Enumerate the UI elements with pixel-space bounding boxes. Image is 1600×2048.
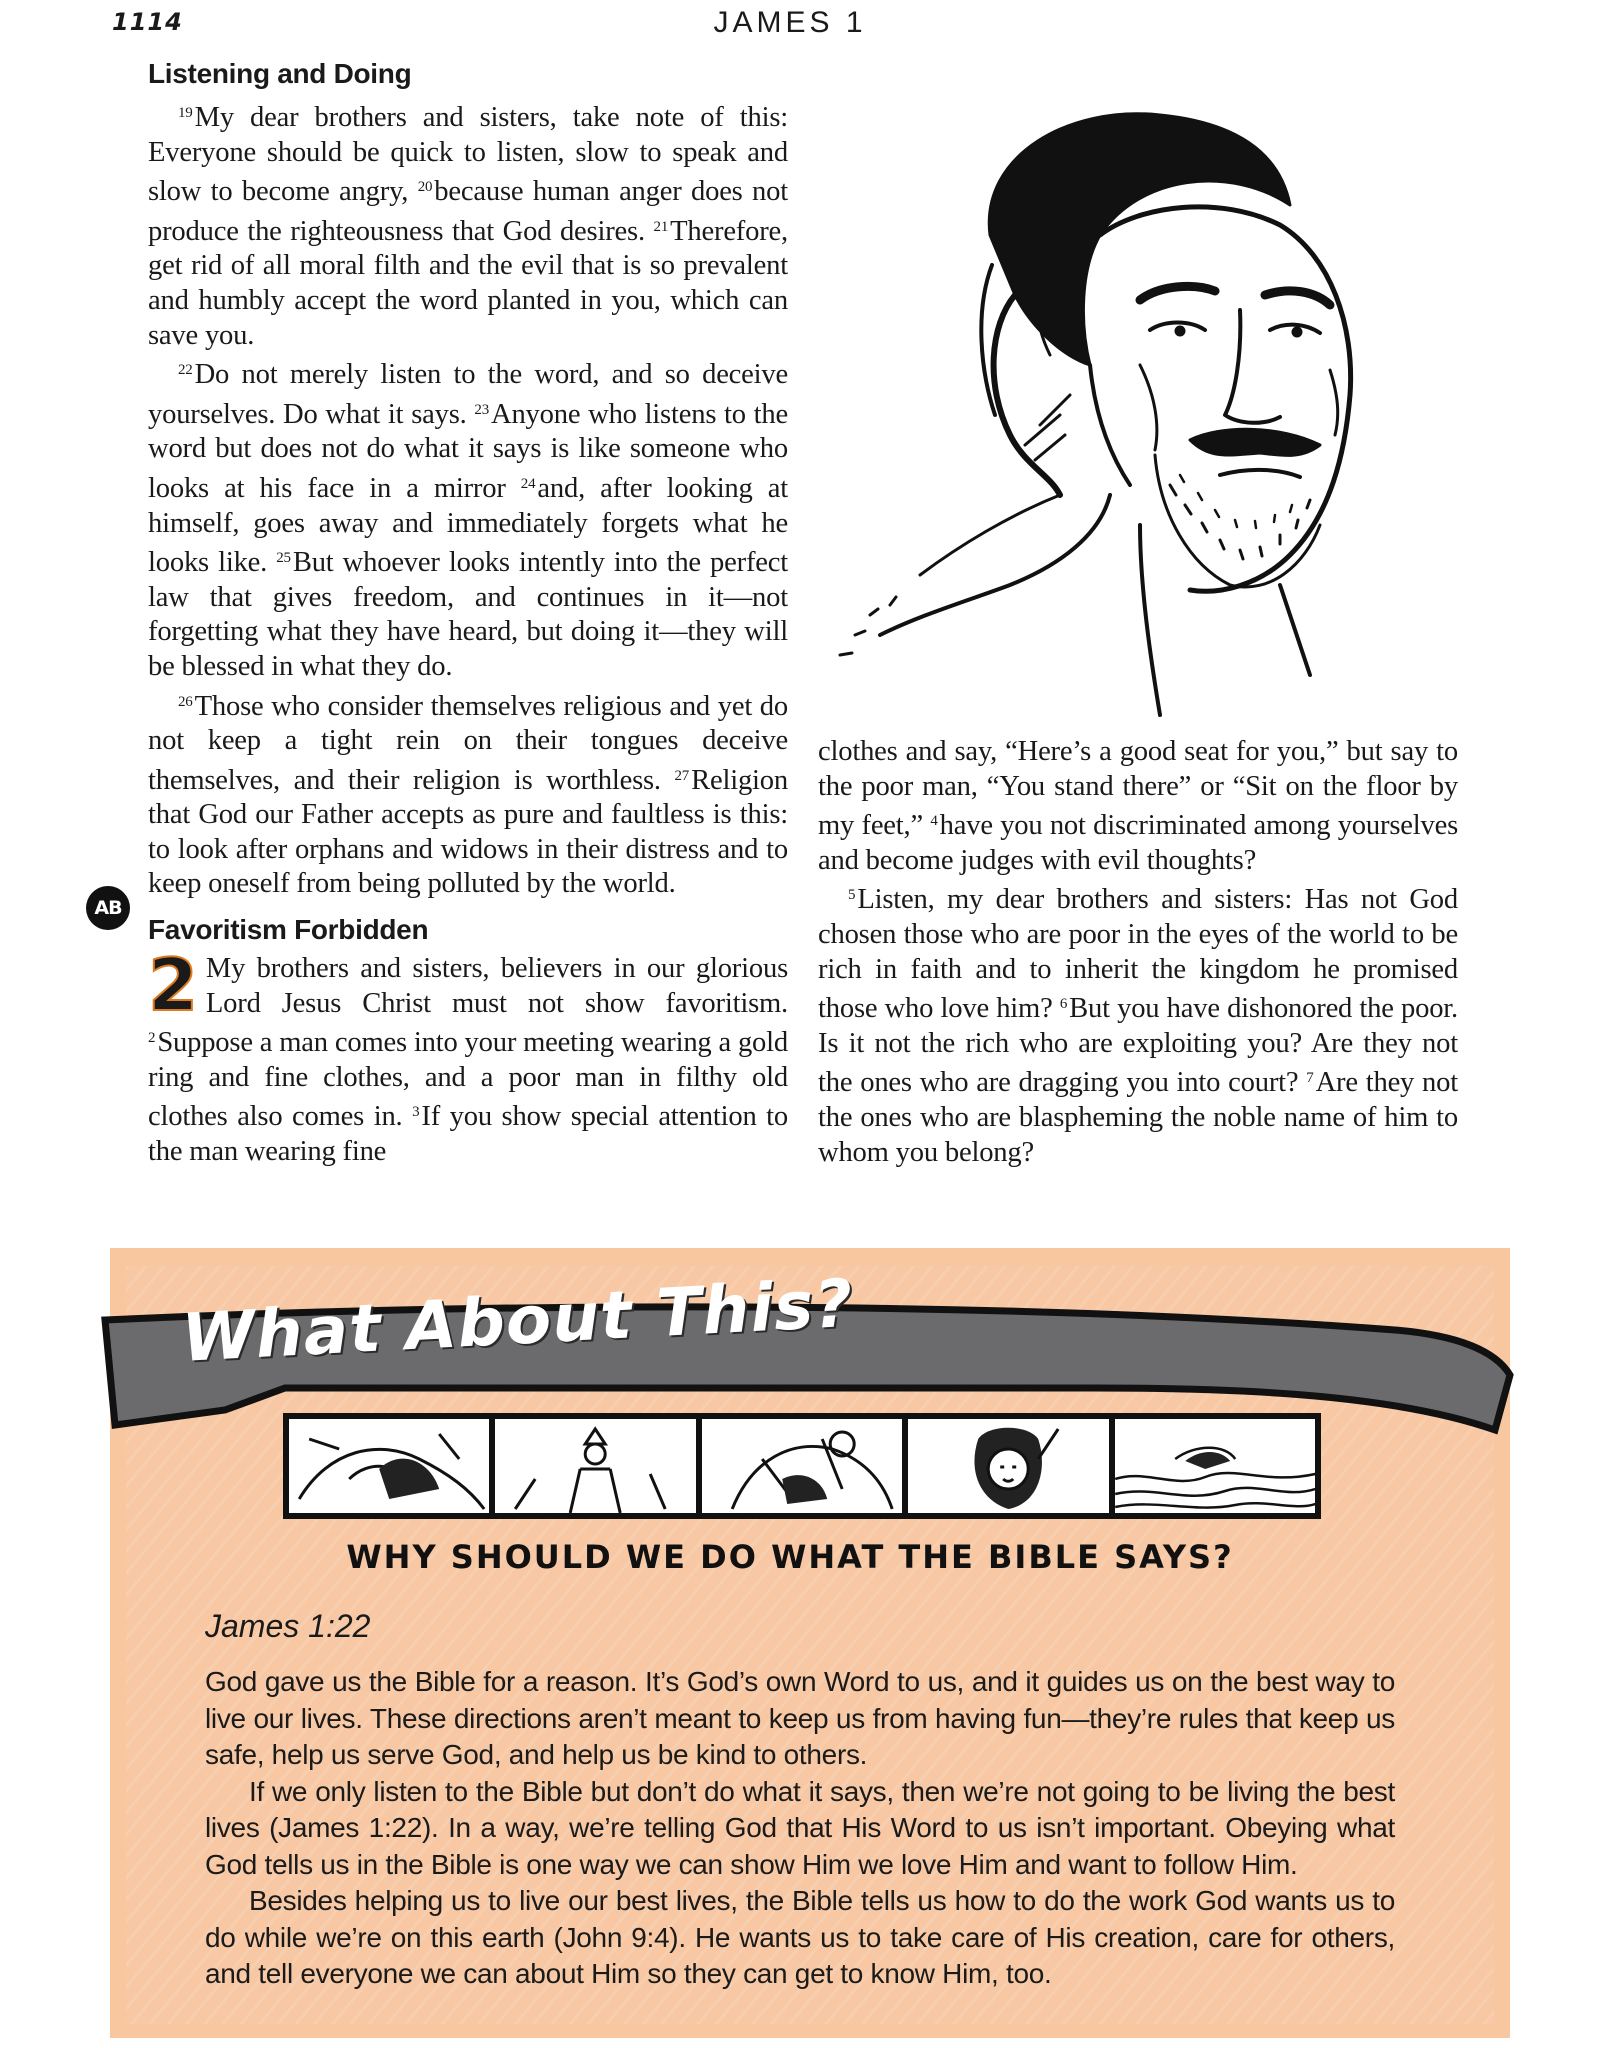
running-head: JAMES 1 bbox=[713, 6, 867, 39]
verse-text: have you not discriminated among yourselves and become judges with evil thoughts? bbox=[818, 810, 1458, 876]
paragraph-verses-26-27 bbox=[148, 685, 788, 903]
left-column bbox=[148, 58, 788, 1170]
section-heading-favoritism: Favoritism Forbidden bbox=[148, 914, 429, 946]
verse-text: Do not merely listen to the word, and so deceive yourselves. Do what it says. bbox=[148, 359, 788, 430]
feature-paragraph-1: God gave us the Bible for a reason. It’s God’s own Word to us, and it guides us on the best way to live our lives. These directions aren’t meant to keep us from having fun—they’re rules that keep us safe, help us serve God, and help us be kind to others. bbox=[205, 1666, 1395, 1770]
ab-margin-badge: AB bbox=[86, 886, 130, 930]
verse-text: clothes and say, “Here’s a good seat for you,” but say to the poor man, “You stand there” or “Sit on the floor by my feet,” bbox=[818, 736, 1458, 842]
feature-body bbox=[205, 1664, 1395, 1993]
film-frame-5 bbox=[1115, 1419, 1315, 1513]
verse-number: 25 bbox=[276, 550, 291, 567]
verse-number: 21 bbox=[653, 218, 669, 235]
comic-scene-4 bbox=[908, 1419, 1108, 1513]
verse-text: Those who consider themselves religious and yet do not keep a tight rein on their tongues deceive themselves, and their religion is worthless. bbox=[148, 690, 788, 796]
verse-number: 6 bbox=[1059, 996, 1068, 1013]
paragraph-verses-22-25 bbox=[148, 353, 788, 684]
page-number: 1114 bbox=[112, 8, 183, 36]
verse-text: My brothers and sisters, believers in our glorious Lord Jesus Christ must not show favoritism. bbox=[205, 953, 788, 1019]
feature-paragraph-2: If we only listen to the Bible but don’t do what it says, then we’re not going to be living the best lives (James 1:22). In a way, we’re telling God that His Word to us isn’t important. Obeying what God tells us in the Bible is one way we can show Him we love Him and want to follow Him. bbox=[205, 1775, 1395, 1880]
verse-number: 20 bbox=[417, 179, 433, 196]
paragraph-chapter-2-opening bbox=[148, 943, 789, 1170]
verse-number: 19 bbox=[178, 105, 193, 121]
right-column bbox=[818, 735, 1458, 1170]
verse-text: If you show special attention to the man wearing fine bbox=[148, 1101, 789, 1168]
feature-scripture-reference: James 1:22 bbox=[205, 1608, 371, 1644]
verse-text: Suppose a man comes into your meeting wearing a gold ring and fine clothes, and a poor man in filthy old clothes also comes in. bbox=[148, 1027, 788, 1133]
verse-number: 7 bbox=[1306, 1070, 1314, 1087]
verse-text: Are they not the ones who are blaspheming the noble name of him to whom you belong? bbox=[818, 1067, 1458, 1168]
verse-number: 26 bbox=[178, 693, 193, 710]
verse-number: 3 bbox=[412, 1104, 420, 1121]
verse-number: 2 bbox=[148, 1030, 156, 1047]
verse-number: 22 bbox=[178, 362, 193, 379]
portrait-illustration bbox=[810, 95, 1460, 720]
verse-text: because human anger does not produce the righteousness that God desires. bbox=[148, 176, 788, 247]
comic-scene-3 bbox=[702, 1419, 902, 1513]
verse-text: My dear brothers and sisters, take note of this: Everyone should be quick to listen, slow to speak and slow to become angry, bbox=[148, 102, 788, 208]
section-heading-listening: Listening and Doing bbox=[148, 58, 412, 89]
paragraph-verses-5-7 bbox=[818, 878, 1458, 1170]
film-frame-2 bbox=[495, 1419, 695, 1513]
verse-text: and, after looking at himself, goes away and immediately forgets what he looks like. bbox=[148, 472, 788, 579]
verse-text: Religion that God our Father accepts as pure and faultless is this: to look after orphans and widows in their distress and to keep oneself from being polluted by the world. bbox=[148, 764, 788, 900]
comic-scene-1 bbox=[289, 1419, 489, 1513]
comic-scene-2 bbox=[495, 1419, 695, 1513]
verse-number: 5 bbox=[848, 887, 856, 904]
verse-text: But whoever looks intently into the perfect law that gives freedom, and continues in it—not forgetting what they have heard, but doing it—they will be blessed in what they do. bbox=[148, 547, 788, 682]
verse-text: Anyone who listens to the word but does not do what it says is like someone who looks at his face in a mirror bbox=[148, 398, 788, 504]
film-frame-1 bbox=[289, 1419, 489, 1513]
feature-banner-title: What About This? bbox=[180, 1264, 856, 1377]
verse-number: 4 bbox=[930, 813, 938, 830]
verse-number: 24 bbox=[520, 475, 536, 492]
verse-number: 27 bbox=[674, 767, 690, 784]
filmstrip bbox=[283, 1413, 1321, 1519]
chapter-number: 2 bbox=[148, 943, 198, 1028]
film-frame-3 bbox=[702, 1419, 902, 1513]
verse-number: 23 bbox=[474, 401, 490, 418]
comic-scene-5 bbox=[1115, 1419, 1315, 1513]
paragraph-verses-3-4 bbox=[818, 735, 1458, 878]
feature-question: WHY SHOULD WE DO WHAT THE BIBLE SAYS? bbox=[346, 1538, 1234, 1576]
film-frame-4 bbox=[908, 1419, 1108, 1513]
paragraph-verses-19-21 bbox=[148, 96, 788, 353]
verse-text: Therefore, get rid of all moral filth and the evil that is so prevalent and humbly accept the word planted in you, which can save you. bbox=[148, 215, 788, 351]
verse-text: Listen, my dear brothers and sisters: Has not God chosen those who are poor in the eyes of the world to be rich in faith and to inherit the kingdom he promised those who love him? bbox=[818, 884, 1458, 1025]
feature-paragraph-3: Besides helping us to live our best lives, the Bible tells us how to do the work God wants us to do while we’re on this earth (John 9:4). He wants us to take care of His creation, care for others, and tell everyone we can about Him so they can get to know Him, too. bbox=[205, 1885, 1395, 1989]
verse-text: But you have dishonored the poor. Is it not the rich who are exploiting you? Are they not the ones who are dragging you into court? bbox=[818, 993, 1458, 1099]
